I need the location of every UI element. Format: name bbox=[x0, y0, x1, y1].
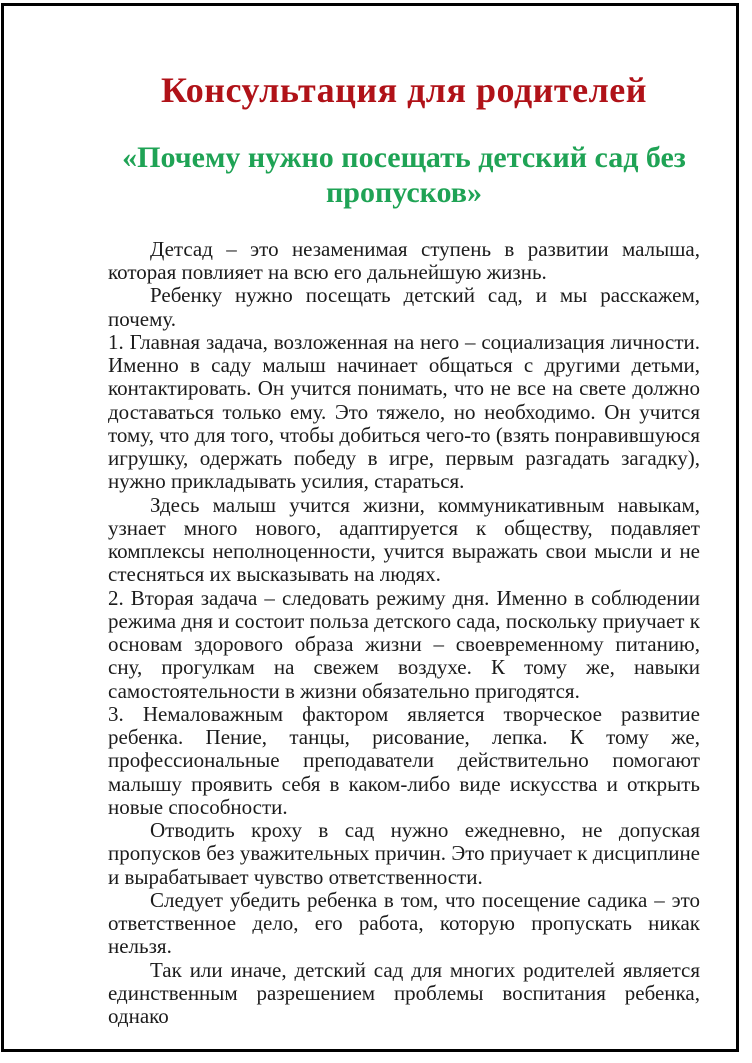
paragraph: 2. Вторая задача – следовать режиму дня. Именно в соблюдении режима дня и состоит польза детского сада, поскольку приучает к основам здорового образа жизни – своевременному питанию, сну, прогулкам на свежем воздухе. К тому же, навыки самостоятельности в жизни обязательно пригодятся. bbox=[108, 585, 700, 703]
paragraph: 1. Главная задача, возложенная на него – социализация личности. Именно в саду малыш начинает общаться с другими детьми, контактировать. Он учится понимать, что не все на свете должно доставаться только ему. Это тяжело, но необходимо. Он учится тому, что для того, чтобы добиться чего-то (взять понравившуюся игрушку, одержать победу в игре, первым разгадать загадку), нужно прикладывать усилия, стараться. bbox=[108, 329, 700, 494]
paragraph: Следует убедить ребенка в том, что посещение садика – это ответственное дело, его работа, которую пропускать никак нельзя. bbox=[108, 887, 700, 959]
page-title: Консультация для родителей bbox=[160, 70, 647, 110]
paragraph: Детсад – это незаменимая ступень в развитии малыша, которая повлияет на всю его дальнейшую жизнь. bbox=[108, 236, 700, 285]
paragraph: Отводить кроху в сад нужно ежедневно, не допуская пропусков без уважительных причин. Это приучает к дисциплине и вырабатывает чувство ответственности. bbox=[108, 818, 700, 889]
body-text bbox=[108, 238, 700, 1029]
paragraph: Здесь малыш учится жизни, коммуникативным навыкам, узнает много нового, адаптируется к обществу, подавляет комплексы неполноценности, учится выражать свои мысли и не стесняться их высказывать на людях. bbox=[108, 492, 700, 587]
document-page bbox=[108, 0, 700, 1028]
paragraph: Так или иначе, детский сад для многих родителей является единственным разрешением проблемы воспитания ребенка, однако bbox=[108, 957, 700, 1029]
paragraph: Ребенку нужно посещать детский сад, и мы расскажем, почему. bbox=[108, 283, 700, 331]
paragraph: 3. Немаловажным фактором является творческое развитие ребенка. Пение, танцы, рисование, лепка. К тому же, профессиональные преподаватели действительно помогают малышу проявить себя в каком-либо виде искусства и открыть новые способности. bbox=[108, 701, 700, 819]
page-subtitle: «Почему нужно посещать детский сад без пропусков» bbox=[122, 141, 686, 209]
